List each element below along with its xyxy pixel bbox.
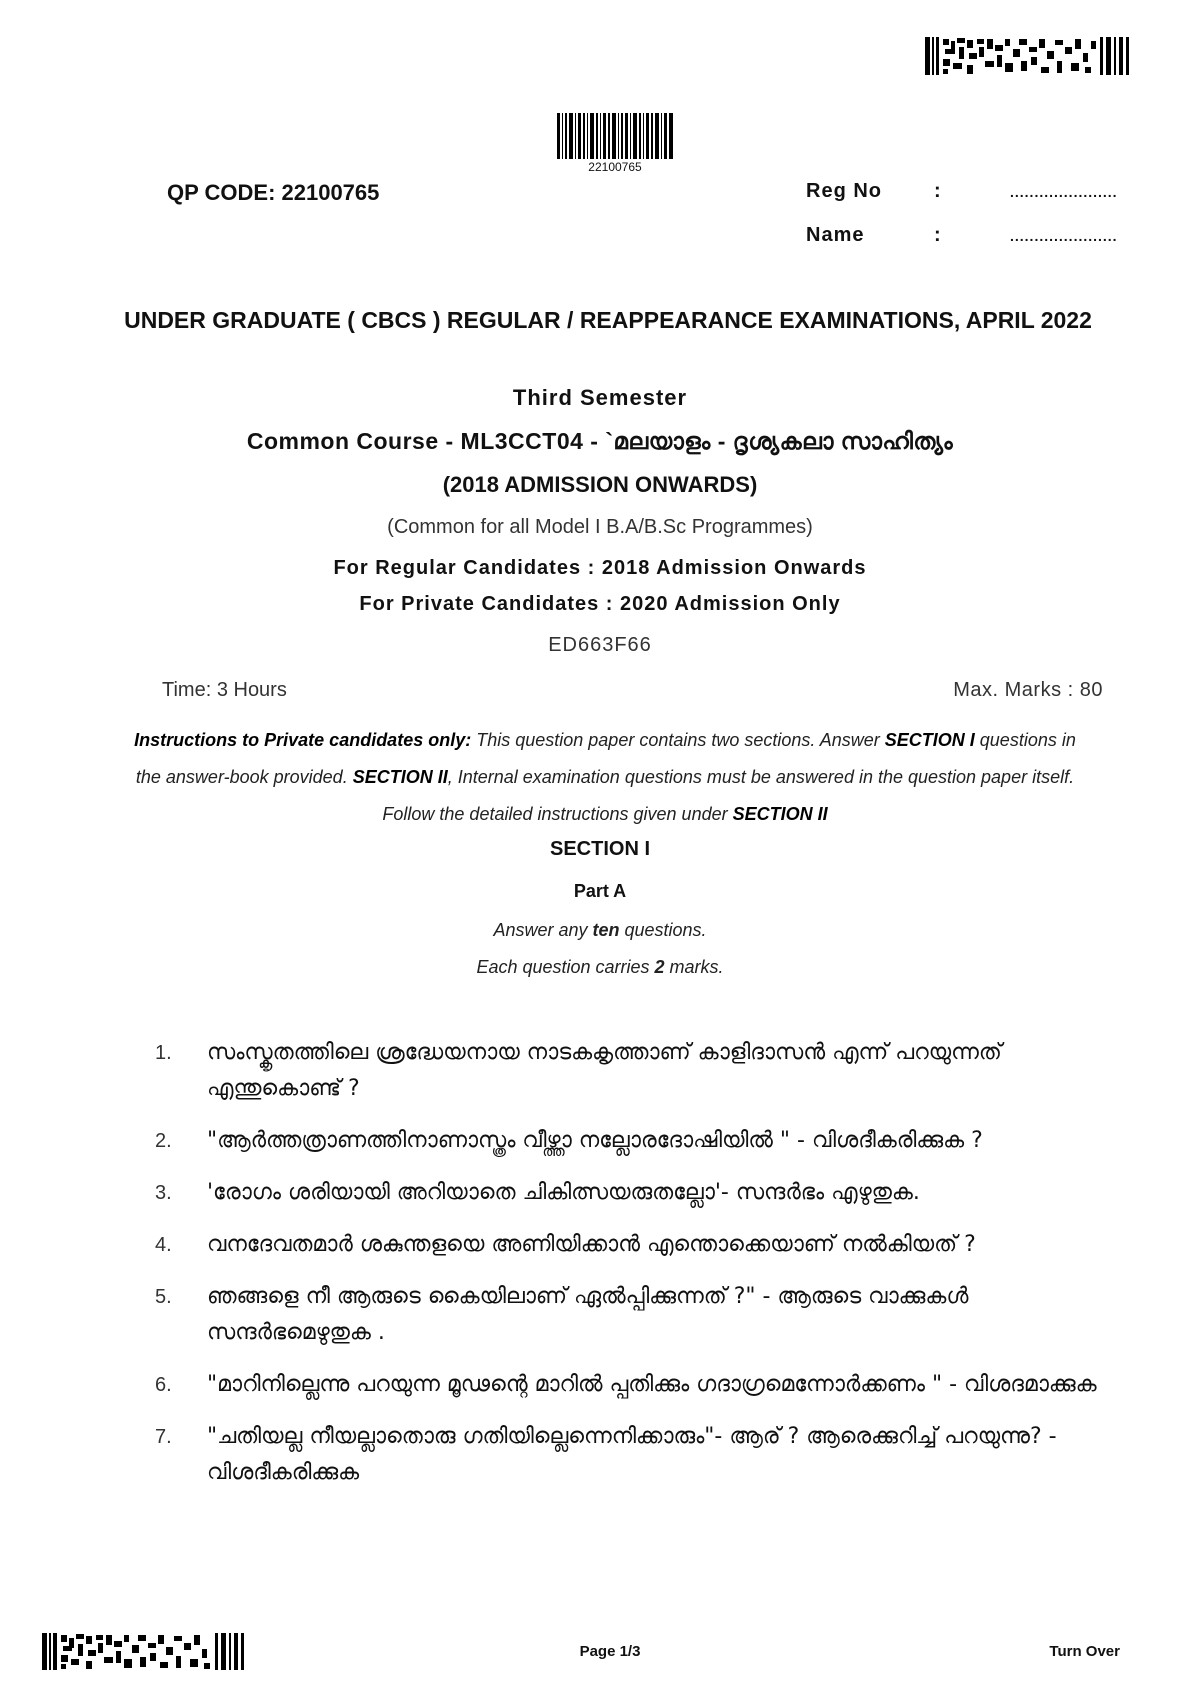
name-label: Name xyxy=(806,224,865,246)
question-number: 4. xyxy=(155,1234,172,1256)
question-number: 7. xyxy=(155,1426,172,1448)
section-heading: SECTION I xyxy=(549,838,650,860)
question-item xyxy=(155,1279,1115,1351)
semester: Third Semester xyxy=(512,385,688,410)
question-item xyxy=(155,1035,1115,1107)
time-allowed: Time: 3 Hours xyxy=(162,679,287,701)
reg-no-label: Reg No xyxy=(806,180,882,202)
question-item xyxy=(155,1227,1115,1263)
question-text: 'രോഗം ശരിയായി അറിയാതെ ചികിത്സയരുതല്ലോ'- സന്ദർഭം എഴുതുക. xyxy=(207,1180,920,1205)
barcode-number: 22100765 xyxy=(588,160,642,174)
paper-code: ED663F66 xyxy=(548,634,652,656)
question-text: വനദേവതമാർ ശകുന്തളയെ അണിയിക്കാൻ എന്തൊക്കെയാണ് നൽകിയത് ? xyxy=(207,1232,976,1257)
barcode-top-right xyxy=(925,37,1130,75)
question-item xyxy=(155,1419,1115,1491)
question-number: 5. xyxy=(155,1286,172,1308)
turn-over-note: Turn Over xyxy=(1049,1643,1120,1660)
max-marks: Max. Marks : 80 xyxy=(953,679,1103,701)
question-item xyxy=(155,1123,1115,1159)
question-text: ഞങ്ങളെ നീ ആരുടെ കൈയിലാണ് ഏൽപ്പിക്കുന്നത് ?" - ആരുടെ വാക്കുകൾ സന്ദർഭമെഴുതുക . xyxy=(207,1284,969,1345)
exam-title: UNDER GRADUATE ( CBCS ) REGULAR / REAPPEARANCE EXAMINATIONS, APRIL 2022 xyxy=(124,307,1092,333)
instructions-section-ref: SECTION I xyxy=(884,730,975,750)
question-number: 2. xyxy=(155,1130,172,1152)
reg-no-field: ...................... xyxy=(1010,184,1118,200)
question-text: "മാറിനില്ലെന്നു പറയുന്ന മൂഢന്റെ മാറിൽ പ്പതിക്കും ഗദാഗ്രമെന്നോർക്കണം " - വിശദമാക്കുക xyxy=(207,1372,1097,1397)
qp-code: QP CODE: 22100765 xyxy=(167,180,380,205)
common-for-note: (Common for all Model I B.A/B.Sc Programmes) xyxy=(387,516,813,538)
reg-no-colon: : xyxy=(934,180,941,202)
instructions-text: , Internal examination questions must be answered in the question paper itself. Follow the detailed instructions given under xyxy=(382,767,1075,824)
private-candidates: For Private Candidates : 2020 Admission Only xyxy=(359,593,841,615)
name-colon: : xyxy=(934,224,941,246)
question-number: 3. xyxy=(155,1182,172,1204)
question-number: 6. xyxy=(155,1374,172,1396)
page-number: Page 1/3 xyxy=(579,1643,641,1660)
instructions-section-ref: SECTION II xyxy=(352,767,448,787)
regular-candidates: For Regular Candidates : 2018 Admission Onwards xyxy=(333,557,867,579)
marks-note: Each question carries 2 marks. xyxy=(476,957,724,977)
admission-note: (2018 ADMISSION ONWARDS) xyxy=(442,472,758,497)
name-field: ...................... xyxy=(1010,228,1118,244)
question-text: "ചതിയല്ല നീയല്ലാതൊരു ഗതിയില്ലെന്നെനിക്കാരും"- ആര് ? ആരെക്കുറിച്ച് പറയുന്നു? - വിശദീകരിക്കുക xyxy=(207,1424,1057,1485)
instructions-lead: Instructions to Private candidates only: xyxy=(134,730,472,750)
part-heading: Part A xyxy=(573,881,627,901)
question-text: സംസ്കൃതത്തിലെ ശ്രദ്ധേയനായ നാടകകൃത്താണ് കാളിദാസൻ എന്ന് പറയുന്നത് എന്തുകൊണ്ട് ? xyxy=(207,1040,1002,1101)
instructions xyxy=(120,722,1090,833)
question-item xyxy=(155,1367,1115,1403)
instructions-section-ref: SECTION II xyxy=(732,804,828,824)
question-text: "ആർത്തത്രാണത്തിനാണാസ്ത്രം വീഴ്ത്താ നല്ലോരദോഷിയിൽ " - വിശദീകരിക്കുക ? xyxy=(207,1128,983,1153)
course-title: Common Course - ML3CCT04 - `മലയാളം - ദൃശ്യകലാ സാഹിത്യം xyxy=(246,428,954,454)
question-item xyxy=(155,1175,1115,1211)
question-list xyxy=(155,1035,1115,1507)
instructions-text: This question paper contains two sections. Answer xyxy=(471,730,885,750)
barcode-bottom-left xyxy=(42,1633,245,1670)
question-number: 1. xyxy=(155,1042,172,1064)
answer-any-note: Answer any ten questions. xyxy=(493,920,707,940)
instructions-text: questions in the answer-book provided. xyxy=(135,730,1076,787)
barcode-center xyxy=(557,113,673,159)
